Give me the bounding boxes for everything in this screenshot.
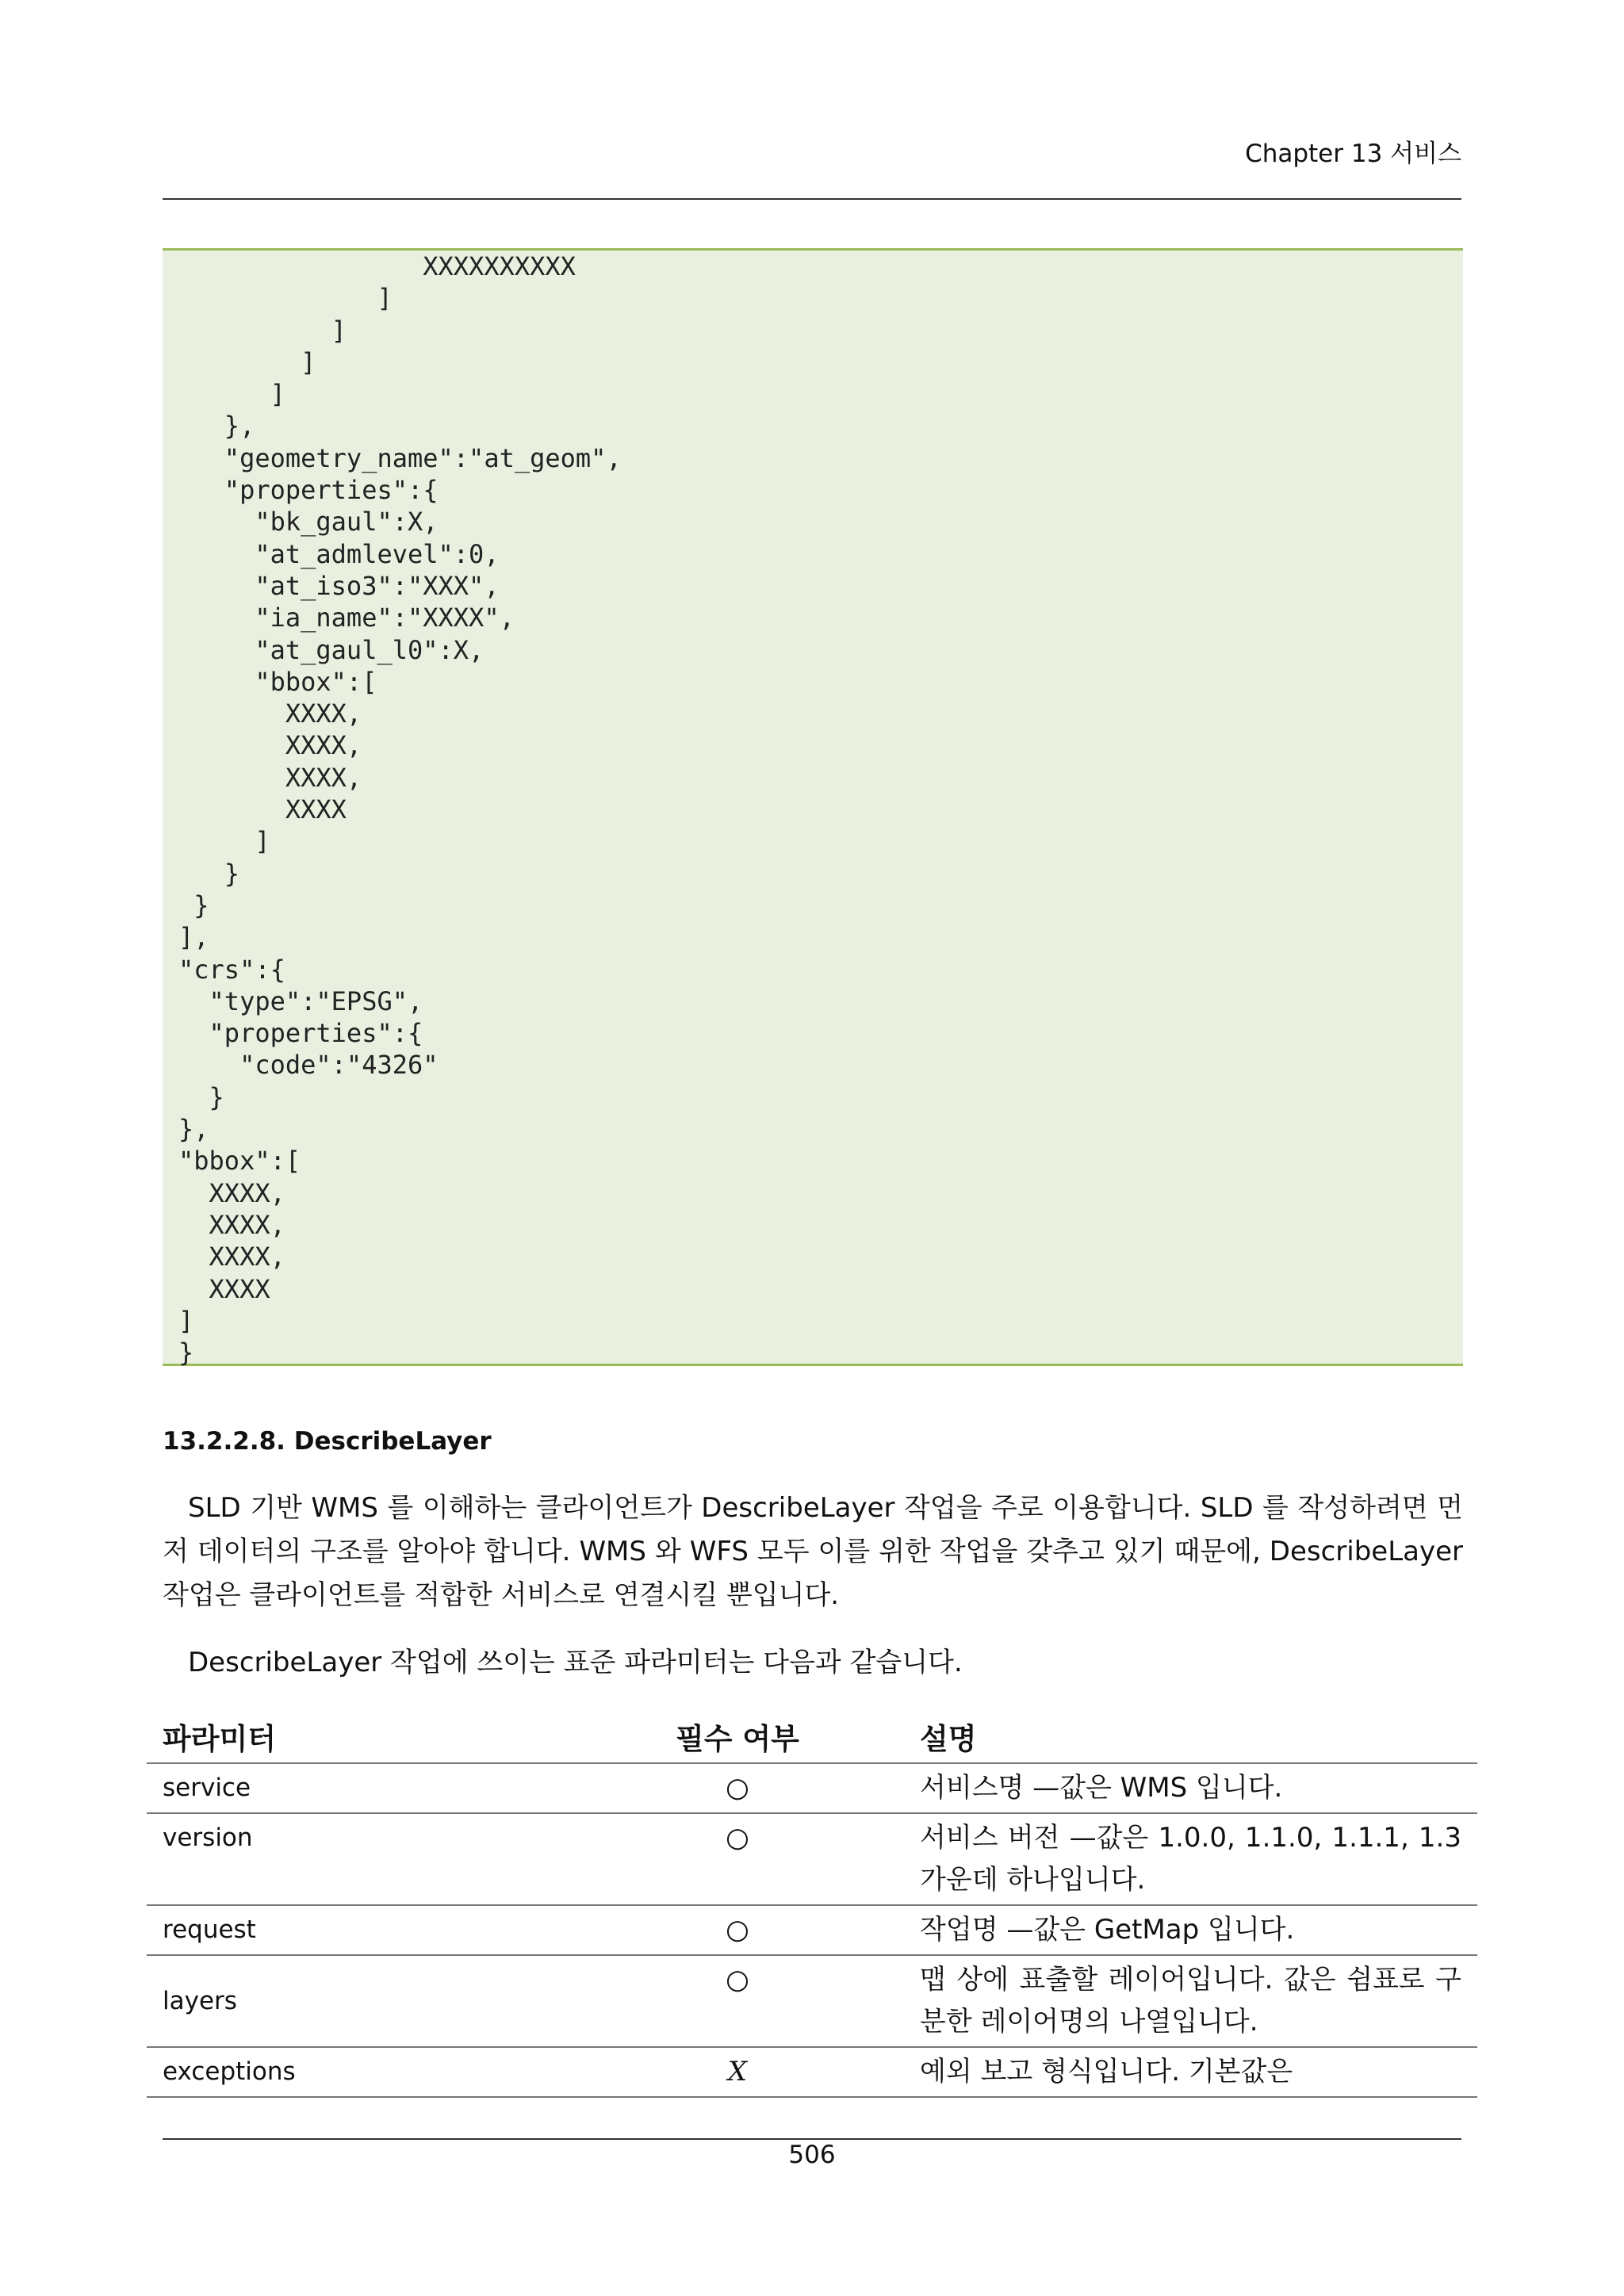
code-line: ] <box>178 826 270 857</box>
required-marker: ○ <box>571 1813 904 1905</box>
parameters-table <box>147 1709 1477 2098</box>
code-line: XXXXXXXXXX <box>178 251 576 281</box>
column-header-description: 설명 <box>904 1709 1477 1763</box>
table-row <box>147 1813 1477 1905</box>
required-marker: ○ <box>571 1905 904 1955</box>
param-name: exceptions <box>147 2047 571 2097</box>
code-block <box>163 248 1463 1366</box>
page-number: 506 <box>788 2141 836 2169</box>
code-line: ] <box>178 346 316 377</box>
code-line: } <box>178 890 209 920</box>
required-marker: ○ <box>571 1955 904 2047</box>
footer-divider <box>163 2138 1461 2140</box>
code-line: "at_admlevel":0, <box>178 538 500 569</box>
code-line: XXXX, <box>178 1209 285 1240</box>
code-line: XXXX, <box>178 698 362 729</box>
column-header-required: 필수 여부 <box>571 1709 904 1763</box>
param-description: 서비스명 —값은 WMS 입니다. <box>904 1763 1477 1813</box>
code-line: } <box>178 858 240 889</box>
code-line: "properties":{ <box>178 475 439 506</box>
code-line: ] <box>178 1305 194 1336</box>
param-description: 서비스 버전 —값은 1.0.0, 1.1.0, 1.1.1, 1.3 가운데 하나입니다. <box>904 1813 1477 1905</box>
chapter-title: Chapter 13 서비스 <box>1245 140 1461 168</box>
param-name: request <box>147 1905 571 1955</box>
code-lines <box>178 251 622 1368</box>
param-name: layers <box>147 1955 571 2047</box>
param-name: service <box>147 1763 571 1813</box>
param-description: 작업명 —값은 GetMap 입니다. <box>904 1905 1477 1955</box>
section-heading: 13.2.2.8. DescribeLayer <box>163 1427 492 1456</box>
code-line: "code":"4326" <box>178 1050 439 1081</box>
code-line: XXXX <box>178 794 347 825</box>
intro-paragraph: SLD 기반 WMS 를 이해하는 클라이언트가 DescribeLayer 작업을 주로 이용합니다. SLD 를 작성하려면 먼저 데이터의 구조를 알아야 합니다. WMS 와 WFS 모두 이를 위한 작업을 갖추고 있기 때문에, DescribeLayer 작업은 클라이언트를 적합한 서비스로 연결시킬 뿐입니다. <box>163 1492 1463 1611</box>
code-line: ] <box>178 315 347 346</box>
table-row <box>147 1905 1477 1955</box>
code-line: XXXX <box>178 1273 270 1304</box>
code-line: "at_iso3":"XXX", <box>178 570 500 601</box>
code-line: } <box>178 1337 194 1368</box>
parameters-intro-paragraph: DescribeLayer 작업에 쓰이는 표준 파라미터는 다음과 같습니다. <box>188 1647 963 1678</box>
code-line: "geometry_name":"at_geom", <box>178 442 622 473</box>
code-line: "type":"EPSG", <box>178 985 423 1016</box>
code-line: }, <box>178 1114 209 1145</box>
code-line: "bk_gaul":X, <box>178 507 439 538</box>
table-row <box>147 1955 1477 2047</box>
code-line: "bbox":[ <box>178 1146 301 1177</box>
header-divider <box>163 198 1461 200</box>
code-line: "properties":{ <box>178 1018 423 1049</box>
code-line: "crs":{ <box>178 954 285 985</box>
code-line: XXXX, <box>178 1242 285 1272</box>
code-line: }, <box>178 411 255 442</box>
code-line: ] <box>178 283 393 314</box>
code-line: ], <box>178 922 209 953</box>
table-row <box>147 2047 1477 2097</box>
code-line: XXXX, <box>178 730 362 761</box>
param-name: version <box>147 1813 571 1905</box>
code-line: "ia_name":"XXXX", <box>178 603 515 633</box>
code-line: } <box>178 1081 224 1112</box>
table-row <box>147 1763 1477 1813</box>
code-line: XXXX, <box>178 762 362 793</box>
table-header-row <box>147 1709 1477 1763</box>
required-marker: ○ <box>571 1763 904 1813</box>
code-line: "at_gaul_l0":X, <box>178 634 485 665</box>
column-header-param: 파라미터 <box>147 1709 571 1763</box>
required-marker: X <box>571 2047 904 2097</box>
code-line: XXXX, <box>178 1177 285 1208</box>
code-line: ] <box>178 379 285 410</box>
param-description: 예외 보고 형식입니다. 기본값은 <box>904 2047 1477 2097</box>
param-description: 맵 상에 표출할 레이어입니다. 값은 쉼표로 구분한 레이어명의 나열입니다. <box>904 1955 1477 2047</box>
code-line: "bbox":[ <box>178 666 377 697</box>
